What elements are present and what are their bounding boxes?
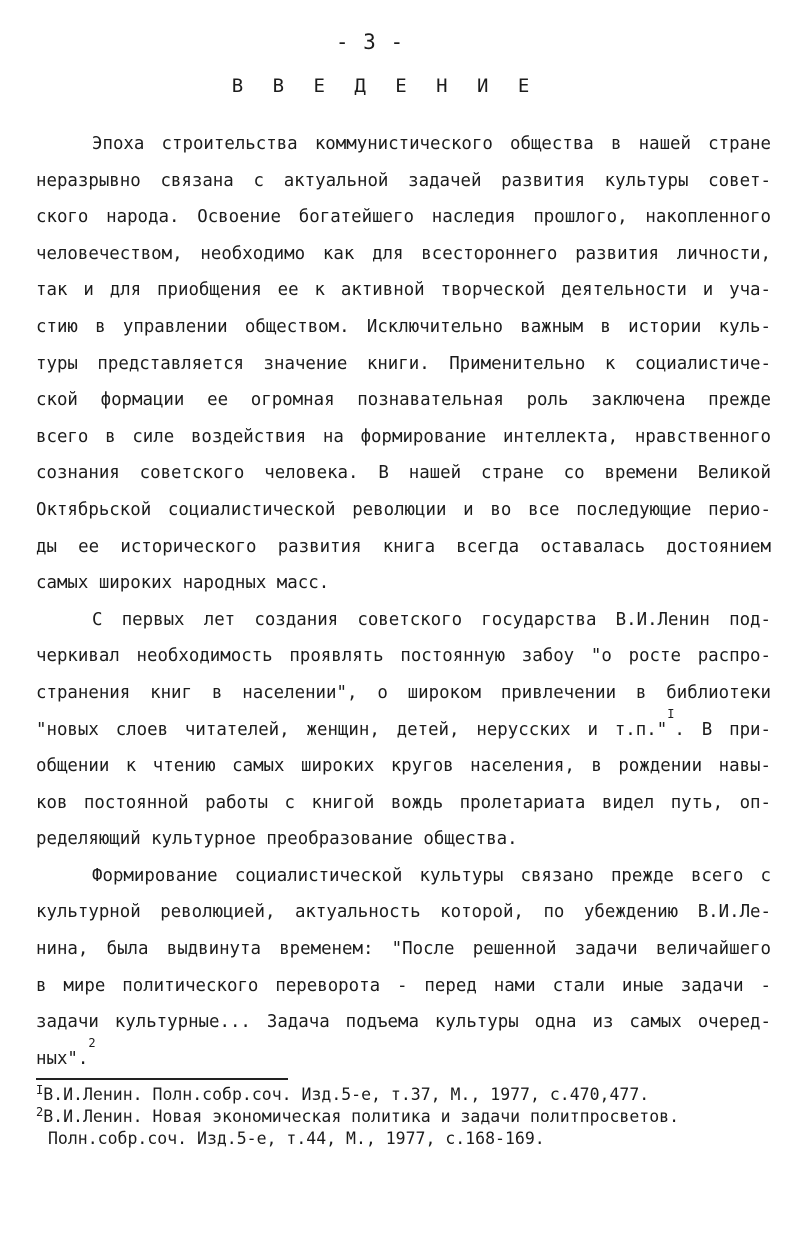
paragraph-1-line: Эпоха строительства коммунистического общества в нашей стране bbox=[92, 134, 771, 154]
quoted-text: "новых слоев читателей, женщин, детей, нерусских и т.п." bbox=[36, 719, 668, 740]
paragraph-2-line: общении к чтению самых широких кругов населения, в рождении навы- bbox=[36, 756, 771, 777]
paragraph-1-line: ды ее исторического развития книга всегда оставалась достоянием bbox=[36, 536, 771, 557]
line-text: ных". bbox=[36, 1048, 89, 1069]
paragraph-1-line: человечеством, необходимо как для всестороннего развития личности, bbox=[36, 243, 771, 264]
paragraph-1-line: сознания советского человека. В нашей стране со времени Великой bbox=[36, 463, 771, 484]
body-text bbox=[36, 126, 771, 1077]
paragraph-2-line-with-footnote bbox=[36, 706, 771, 749]
paragraph-2-line: С первых лет создания советского государства В.И.Ленин под- bbox=[92, 609, 771, 630]
paragraph-1-line: туры представляется значение книги. Применительно к социалистиче- bbox=[36, 353, 771, 374]
paragraph-3-line: Формирование социалистической культуры связано прежде всего с bbox=[92, 865, 771, 886]
paragraph-2-line: ков постоянной работы с книгой вождь пролетариата видел путь, оп- bbox=[36, 792, 771, 813]
footnote-separator bbox=[36, 1078, 288, 1080]
paragraph-1-line: всего в силе воздействия на формирование интеллекта, нравственного bbox=[36, 426, 771, 447]
paragraph-1-line: так и для приобщения ее к активной творческой деятельности и уча- bbox=[36, 280, 771, 301]
footnote-mark: 2 bbox=[36, 1105, 44, 1119]
paragraph-2-line: черкивал необходимость проявлять постоянную забоу "о росте распро- bbox=[36, 646, 771, 667]
paragraph-1-line: Октябрьской социалистической революции и во все последующие перио- bbox=[36, 499, 771, 520]
paragraph-3-line: нина, была выдвинута временем: "После решенной задачи величайшего bbox=[36, 939, 771, 960]
paragraph-1-line: неразрывно связана с актуальной задачей развития культуры совет- bbox=[36, 170, 771, 191]
footnotes bbox=[36, 1084, 776, 1150]
paragraph-1-line: ской формации ее огромная познавательная роль заключена прежде bbox=[36, 390, 771, 411]
paragraph-3-line: задачи культурные... Задача подъема культуры одна из самых очеред- bbox=[36, 1012, 771, 1033]
footnote-mark: I bbox=[36, 1083, 44, 1097]
paragraph-3-line: в мире политического переворота - перед нами стали иные задачи - bbox=[36, 975, 771, 996]
paragraph-3-line: культурной революцией, актуальность которой, по убеждению В.И.Ле- bbox=[36, 902, 771, 923]
paragraph-3-last-line bbox=[36, 1035, 771, 1078]
page-number: - 3 - bbox=[335, 30, 405, 54]
paragraph-1-line: ского народа. Освоение богатейшего наследия прошлого, накопленного bbox=[36, 207, 771, 228]
footnote-2-continuation: Полн.собр.соч. Изд.5-е, т.44, М., 1977, с.168-169. bbox=[48, 1129, 545, 1148]
footnote-2 bbox=[36, 1106, 776, 1128]
paragraph-2-line: ределяющий культурное преобразование общества. bbox=[36, 829, 518, 850]
line-tail: . В при- bbox=[674, 719, 771, 740]
paragraph-1-line: стию в управлении обществом. Исключительно важным в истории куль- bbox=[36, 316, 771, 337]
footnote-ref: I bbox=[667, 706, 675, 721]
section-heading: В В Е Д Е Н И Е bbox=[231, 75, 539, 97]
paragraph-2-line: странения книг в населении", о широком привлечении в библиотеки bbox=[36, 682, 771, 703]
footnote-1 bbox=[36, 1084, 776, 1106]
footnote-text: В.И.Ленин. Полн.собр.соч. Изд.5-е, т.37, М., 1977, с.470,477. bbox=[43, 1085, 650, 1104]
footnote-ref: 2 bbox=[88, 1035, 96, 1050]
paragraph-1-line: самых широких народных масс. bbox=[36, 573, 330, 594]
footnote-text: В.И.Ленин. Новая экономическая политика и задачи политпросветов. bbox=[43, 1107, 679, 1126]
